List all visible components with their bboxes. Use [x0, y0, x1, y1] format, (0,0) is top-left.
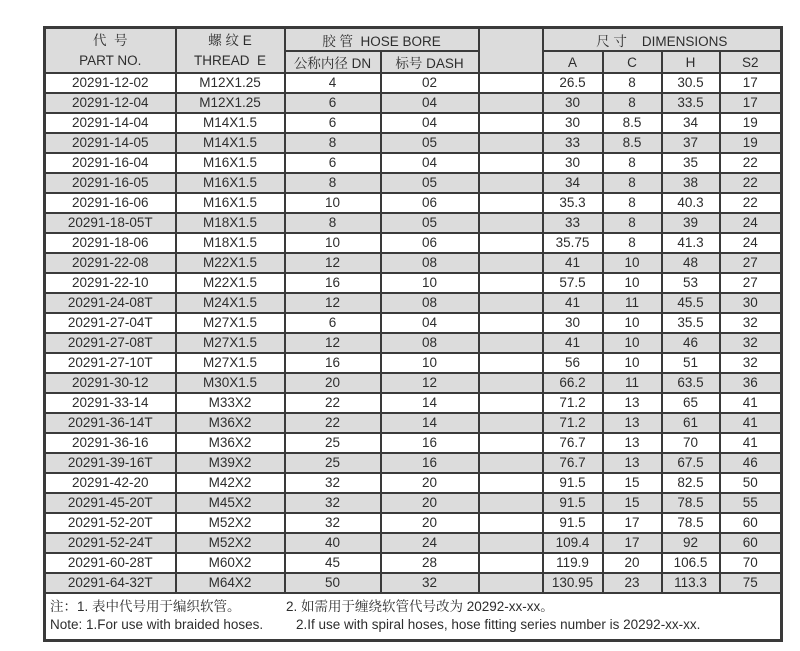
cell-spacer — [479, 553, 543, 573]
cell-dn: 32 — [285, 513, 381, 533]
cell-c: 8 — [603, 93, 662, 113]
table-row — [45, 393, 782, 413]
cell-c: 11 — [603, 373, 662, 393]
table-row — [45, 333, 782, 353]
cell-s2: 24 — [720, 233, 782, 253]
cell-a: 33 — [543, 213, 603, 233]
cell-dash: 14 — [381, 393, 479, 413]
cell-a: 30 — [543, 113, 603, 133]
cell-dash: 08 — [381, 293, 479, 313]
cell-spacer — [479, 273, 543, 293]
cell-h: 45.5 — [662, 293, 720, 313]
cell-part-no: 20291-27-08T — [45, 333, 176, 353]
cell-thread-e: M52X2 — [176, 513, 285, 533]
cell-dn: 10 — [285, 193, 381, 213]
cell-a: 26.5 — [543, 73, 603, 93]
table-row — [45, 433, 782, 453]
cell-dn: 22 — [285, 393, 381, 413]
cell-h: 106.5 — [662, 553, 720, 573]
cell-s2: 22 — [720, 173, 782, 193]
cell-a: 30 — [543, 153, 603, 173]
header-dash: 标号 DASH — [381, 51, 479, 73]
cell-dash: 06 — [381, 233, 479, 253]
cell-dn: 25 — [285, 453, 381, 473]
cell-s2: 30 — [720, 293, 782, 313]
header-col-s2: S2 — [720, 51, 782, 73]
cell-c: 20 — [603, 553, 662, 573]
table-row — [45, 213, 782, 233]
cell-s2: 75 — [720, 573, 782, 593]
cell-thread-e: M12X1.25 — [176, 73, 285, 93]
cell-s2: 27 — [720, 253, 782, 273]
cell-dn: 6 — [285, 93, 381, 113]
cell-h: 41.3 — [662, 233, 720, 253]
cell-c: 10 — [603, 353, 662, 373]
table-row — [45, 453, 782, 473]
cell-thread-e: M27X1.5 — [176, 333, 285, 353]
cell-thread-e: M22X1.5 — [176, 273, 285, 293]
cell-s2: 41 — [720, 433, 782, 453]
cell-spacer — [479, 333, 543, 353]
table-row — [45, 473, 782, 493]
cell-a: 33 — [543, 133, 603, 153]
header-col-c: C — [603, 51, 662, 73]
cell-h: 40.3 — [662, 193, 720, 213]
cell-h: 61 — [662, 413, 720, 433]
cell-c: 10 — [603, 313, 662, 333]
cell-a: 41 — [543, 333, 603, 353]
cell-part-no: 20291-39-16T — [45, 453, 176, 473]
cell-dash: 04 — [381, 113, 479, 133]
cell-s2: 17 — [720, 73, 782, 93]
cell-h: 37 — [662, 133, 720, 153]
cell-spacer — [479, 533, 543, 553]
cell-c: 8.5 — [603, 113, 662, 133]
cell-s2: 22 — [720, 193, 782, 213]
cell-c: 8 — [603, 233, 662, 253]
cell-spacer — [479, 433, 543, 453]
notes-cell — [45, 593, 782, 641]
cell-a: 30 — [543, 93, 603, 113]
cell-a: 34 — [543, 173, 603, 193]
cell-part-no: 20291-64-32T — [45, 573, 176, 593]
table-row — [45, 193, 782, 213]
cell-c: 8 — [603, 153, 662, 173]
cell-s2: 60 — [720, 513, 782, 533]
cell-dn: 6 — [285, 313, 381, 333]
cell-part-no: 20291-16-06 — [45, 193, 176, 213]
cell-c: 11 — [603, 293, 662, 313]
cell-thread-e: M27X1.5 — [176, 353, 285, 373]
cell-thread-e: M45X2 — [176, 493, 285, 513]
cell-dn: 32 — [285, 473, 381, 493]
cell-dash: 04 — [381, 93, 479, 113]
cell-part-no: 20291-18-05T — [45, 213, 176, 233]
cell-dash: 28 — [381, 553, 479, 573]
cell-s2: 41 — [720, 393, 782, 413]
cell-h: 51 — [662, 353, 720, 373]
note-zh-2: 2. 如需用于缠绕软管代号改为 20292-xx-xx。 — [286, 599, 554, 614]
cell-dn: 10 — [285, 233, 381, 253]
cell-s2: 36 — [720, 373, 782, 393]
cell-a: 56 — [543, 353, 603, 373]
cell-h: 38 — [662, 173, 720, 193]
cell-dn: 12 — [285, 333, 381, 353]
cell-part-no: 20291-22-10 — [45, 273, 176, 293]
cell-dn: 32 — [285, 493, 381, 513]
cell-thread-e: M52X2 — [176, 533, 285, 553]
header-row-1 — [45, 28, 782, 52]
cell-thread-e: M14X1.5 — [176, 113, 285, 133]
cell-thread-e: M42X2 — [176, 473, 285, 493]
cell-a: 41 — [543, 253, 603, 273]
cell-c: 23 — [603, 573, 662, 593]
cell-thread-e: M60X2 — [176, 553, 285, 573]
cell-c: 10 — [603, 273, 662, 293]
cell-s2: 50 — [720, 473, 782, 493]
cell-s2: 70 — [720, 553, 782, 573]
cell-dn: 40 — [285, 533, 381, 553]
cell-c: 8 — [603, 213, 662, 233]
cell-part-no: 20291-60-28T — [45, 553, 176, 573]
table-row — [45, 133, 782, 153]
header-hose-bore-label: 胶 管 HOSE BORE — [322, 33, 441, 49]
cell-dash: 16 — [381, 433, 479, 453]
cell-s2: 32 — [720, 333, 782, 353]
table-row — [45, 233, 782, 253]
cell-dn: 20 — [285, 373, 381, 393]
table-header — [45, 28, 782, 74]
cell-a: 71.2 — [543, 413, 603, 433]
cell-part-no: 20291-14-04 — [45, 113, 176, 133]
cell-dn: 8 — [285, 173, 381, 193]
notes-line-zh — [50, 598, 776, 616]
cell-s2: 32 — [720, 313, 782, 333]
cell-spacer — [479, 153, 543, 173]
cell-thread-e: M39X2 — [176, 453, 285, 473]
cell-h: 39 — [662, 213, 720, 233]
table-row — [45, 253, 782, 273]
cell-dash: 08 — [381, 333, 479, 353]
cell-c: 15 — [603, 493, 662, 513]
cell-s2: 19 — [720, 133, 782, 153]
cell-c: 13 — [603, 413, 662, 433]
cell-spacer — [479, 473, 543, 493]
header-thread-e — [176, 28, 285, 74]
cell-a: 41 — [543, 293, 603, 313]
header-dimensions-label: 尺 寸 DIMENSIONS — [596, 33, 728, 49]
cell-thread-e: M16X1.5 — [176, 193, 285, 213]
cell-a: 71.2 — [543, 393, 603, 413]
cell-h: 35.5 — [662, 313, 720, 333]
cell-c: 10 — [603, 333, 662, 353]
cell-c: 15 — [603, 473, 662, 493]
cell-dash: 20 — [381, 493, 479, 513]
cell-thread-e: M12X1.25 — [176, 93, 285, 113]
cell-part-no: 20291-27-10T — [45, 353, 176, 373]
cell-a: 76.7 — [543, 433, 603, 453]
header-thread-en: THREAD E — [193, 52, 266, 68]
header-spacer — [479, 28, 543, 74]
cell-spacer — [479, 353, 543, 373]
cell-c: 13 — [603, 433, 662, 453]
cell-s2: 55 — [720, 493, 782, 513]
header-col-h: H — [662, 51, 720, 73]
header-part-no — [45, 28, 176, 74]
cell-part-no: 20291-16-05 — [45, 173, 176, 193]
cell-dn: 6 — [285, 153, 381, 173]
cell-spacer — [479, 193, 543, 213]
cell-dash: 16 — [381, 453, 479, 473]
cell-h: 34 — [662, 113, 720, 133]
cell-s2: 27 — [720, 273, 782, 293]
cell-spacer — [479, 493, 543, 513]
cell-part-no: 20291-36-14T — [45, 413, 176, 433]
cell-dn: 25 — [285, 433, 381, 453]
cell-s2: 22 — [720, 153, 782, 173]
cell-part-no: 20291-52-20T — [45, 513, 176, 533]
cell-spacer — [479, 73, 543, 93]
cell-dash: 24 — [381, 533, 479, 553]
cell-h: 48 — [662, 253, 720, 273]
cell-a: 30 — [543, 313, 603, 333]
cell-a: 119.9 — [543, 553, 603, 573]
cell-spacer — [479, 293, 543, 313]
cell-c: 8 — [603, 73, 662, 93]
cell-dn: 8 — [285, 133, 381, 153]
notes-line-en — [50, 616, 776, 634]
table-row — [45, 353, 782, 373]
cell-a: 91.5 — [543, 473, 603, 493]
cell-spacer — [479, 573, 543, 593]
cell-thread-e: M16X1.5 — [176, 153, 285, 173]
cell-c: 17 — [603, 533, 662, 553]
cell-thread-e: M33X2 — [176, 393, 285, 413]
cell-s2: 19 — [720, 113, 782, 133]
table-body — [45, 73, 782, 593]
cell-h: 70 — [662, 433, 720, 453]
cell-h: 113.3 — [662, 573, 720, 593]
header-thread-zh: 螺 纹 E — [208, 32, 252, 48]
table-row — [45, 313, 782, 333]
cell-dash: 06 — [381, 193, 479, 213]
cell-thread-e: M22X1.5 — [176, 253, 285, 273]
cell-c: 8 — [603, 193, 662, 213]
cell-thread-e: M36X2 — [176, 413, 285, 433]
cell-part-no: 20291-52-24T — [45, 533, 176, 553]
cell-s2: 41 — [720, 413, 782, 433]
cell-spacer — [479, 313, 543, 333]
cell-dn: 16 — [285, 353, 381, 373]
table-row — [45, 153, 782, 173]
cell-thread-e: M27X1.5 — [176, 313, 285, 333]
cell-part-no: 20291-14-05 — [45, 133, 176, 153]
cell-c: 10 — [603, 253, 662, 273]
cell-h: 46 — [662, 333, 720, 353]
cell-s2: 17 — [720, 93, 782, 113]
table-row — [45, 533, 782, 553]
cell-c: 17 — [603, 513, 662, 533]
cell-thread-e: M14X1.5 — [176, 133, 285, 153]
spec-table — [43, 26, 783, 642]
cell-part-no: 20291-18-06 — [45, 233, 176, 253]
cell-dash: 10 — [381, 353, 479, 373]
cell-dash: 12 — [381, 373, 479, 393]
notes-row — [45, 593, 782, 641]
table-row — [45, 73, 782, 93]
cell-dash: 05 — [381, 133, 479, 153]
cell-h: 92 — [662, 533, 720, 553]
header-dn: 公称内径 DN — [285, 51, 381, 73]
cell-spacer — [479, 453, 543, 473]
cell-a: 35.3 — [543, 193, 603, 213]
cell-dn: 45 — [285, 553, 381, 573]
cell-spacer — [479, 393, 543, 413]
cell-s2: 32 — [720, 353, 782, 373]
cell-h: 63.5 — [662, 373, 720, 393]
header-part-no-zh: 代 号 — [92, 32, 128, 48]
cell-dash: 10 — [381, 273, 479, 293]
note-zh-1: 注：1. 表中代号用于编织软管。 — [50, 599, 241, 614]
cell-thread-e: M36X2 — [176, 433, 285, 453]
cell-spacer — [479, 173, 543, 193]
cell-dash: 02 — [381, 73, 479, 93]
cell-part-no: 20291-12-04 — [45, 93, 176, 113]
cell-spacer — [479, 233, 543, 253]
cell-c: 13 — [603, 393, 662, 413]
table-row — [45, 413, 782, 433]
cell-h: 67.5 — [662, 453, 720, 473]
cell-dn: 6 — [285, 113, 381, 133]
cell-h: 53 — [662, 273, 720, 293]
cell-h: 82.5 — [662, 473, 720, 493]
cell-dash: 14 — [381, 413, 479, 433]
cell-h: 78.5 — [662, 493, 720, 513]
header-part-no-en: PART NO. — [79, 52, 142, 68]
cell-c: 8.5 — [603, 133, 662, 153]
cell-thread-e: M16X1.5 — [176, 173, 285, 193]
cell-h: 78.5 — [662, 513, 720, 533]
cell-a: 66.2 — [543, 373, 603, 393]
cell-dn: 22 — [285, 413, 381, 433]
cell-spacer — [479, 93, 543, 113]
note-en-2: 2.If use with spiral hoses, hose fitting series number is 20292-xx-xx. — [296, 617, 701, 632]
cell-spacer — [479, 413, 543, 433]
cell-s2: 60 — [720, 533, 782, 553]
table-footer — [45, 593, 782, 641]
cell-spacer — [479, 113, 543, 133]
table-row — [45, 113, 782, 133]
cell-c: 8 — [603, 173, 662, 193]
cell-h: 65 — [662, 393, 720, 413]
table-row — [45, 173, 782, 193]
table-row — [45, 293, 782, 313]
cell-part-no: 20291-33-14 — [45, 393, 176, 413]
cell-part-no: 20291-36-16 — [45, 433, 176, 453]
cell-spacer — [479, 213, 543, 233]
cell-thread-e: M64X2 — [176, 573, 285, 593]
cell-dn: 8 — [285, 213, 381, 233]
cell-a: 57.5 — [543, 273, 603, 293]
cell-dn: 4 — [285, 73, 381, 93]
cell-s2: 46 — [720, 453, 782, 473]
cell-spacer — [479, 513, 543, 533]
table-row — [45, 273, 782, 293]
cell-part-no: 20291-22-08 — [45, 253, 176, 273]
table-row — [45, 553, 782, 573]
note-en-1: Note: 1.For use with braided hoses. — [50, 617, 264, 632]
cell-a: 35.75 — [543, 233, 603, 253]
cell-part-no: 20291-45-20T — [45, 493, 176, 513]
cell-a: 130.95 — [543, 573, 603, 593]
cell-dash: 32 — [381, 573, 479, 593]
cell-thread-e: M24X1.5 — [176, 293, 285, 313]
cell-part-no: 20291-42-20 — [45, 473, 176, 493]
cell-dash: 05 — [381, 213, 479, 233]
cell-dash: 20 — [381, 513, 479, 533]
cell-thread-e: M30X1.5 — [176, 373, 285, 393]
cell-thread-e: M18X1.5 — [176, 213, 285, 233]
table-row — [45, 513, 782, 533]
cell-dn: 50 — [285, 573, 381, 593]
table-row — [45, 493, 782, 513]
cell-dn: 12 — [285, 293, 381, 313]
cell-part-no: 20291-16-04 — [45, 153, 176, 173]
cell-part-no: 20291-12-02 — [45, 73, 176, 93]
cell-dn: 16 — [285, 273, 381, 293]
cell-thread-e: M18X1.5 — [176, 233, 285, 253]
cell-part-no: 20291-30-12 — [45, 373, 176, 393]
cell-a: 91.5 — [543, 493, 603, 513]
cell-c: 13 — [603, 453, 662, 473]
table-row — [45, 573, 782, 593]
cell-spacer — [479, 133, 543, 153]
header-col-a: A — [543, 51, 603, 73]
cell-a: 109.4 — [543, 533, 603, 553]
cell-dash: 05 — [381, 173, 479, 193]
cell-spacer — [479, 373, 543, 393]
cell-dash: 04 — [381, 313, 479, 333]
cell-dash: 04 — [381, 153, 479, 173]
cell-dn: 12 — [285, 253, 381, 273]
table-row — [45, 93, 782, 113]
cell-spacer — [479, 253, 543, 273]
cell-a: 91.5 — [543, 513, 603, 533]
cell-h: 35 — [662, 153, 720, 173]
cell-h: 33.5 — [662, 93, 720, 113]
header-hose-bore — [285, 28, 479, 52]
cell-part-no: 20291-27-04T — [45, 313, 176, 333]
cell-a: 76.7 — [543, 453, 603, 473]
cell-h: 30.5 — [662, 73, 720, 93]
cell-s2: 24 — [720, 213, 782, 233]
cell-dash: 20 — [381, 473, 479, 493]
cell-part-no: 20291-24-08T — [45, 293, 176, 313]
cell-dash: 08 — [381, 253, 479, 273]
table-row — [45, 373, 782, 393]
header-dimensions — [543, 28, 782, 52]
